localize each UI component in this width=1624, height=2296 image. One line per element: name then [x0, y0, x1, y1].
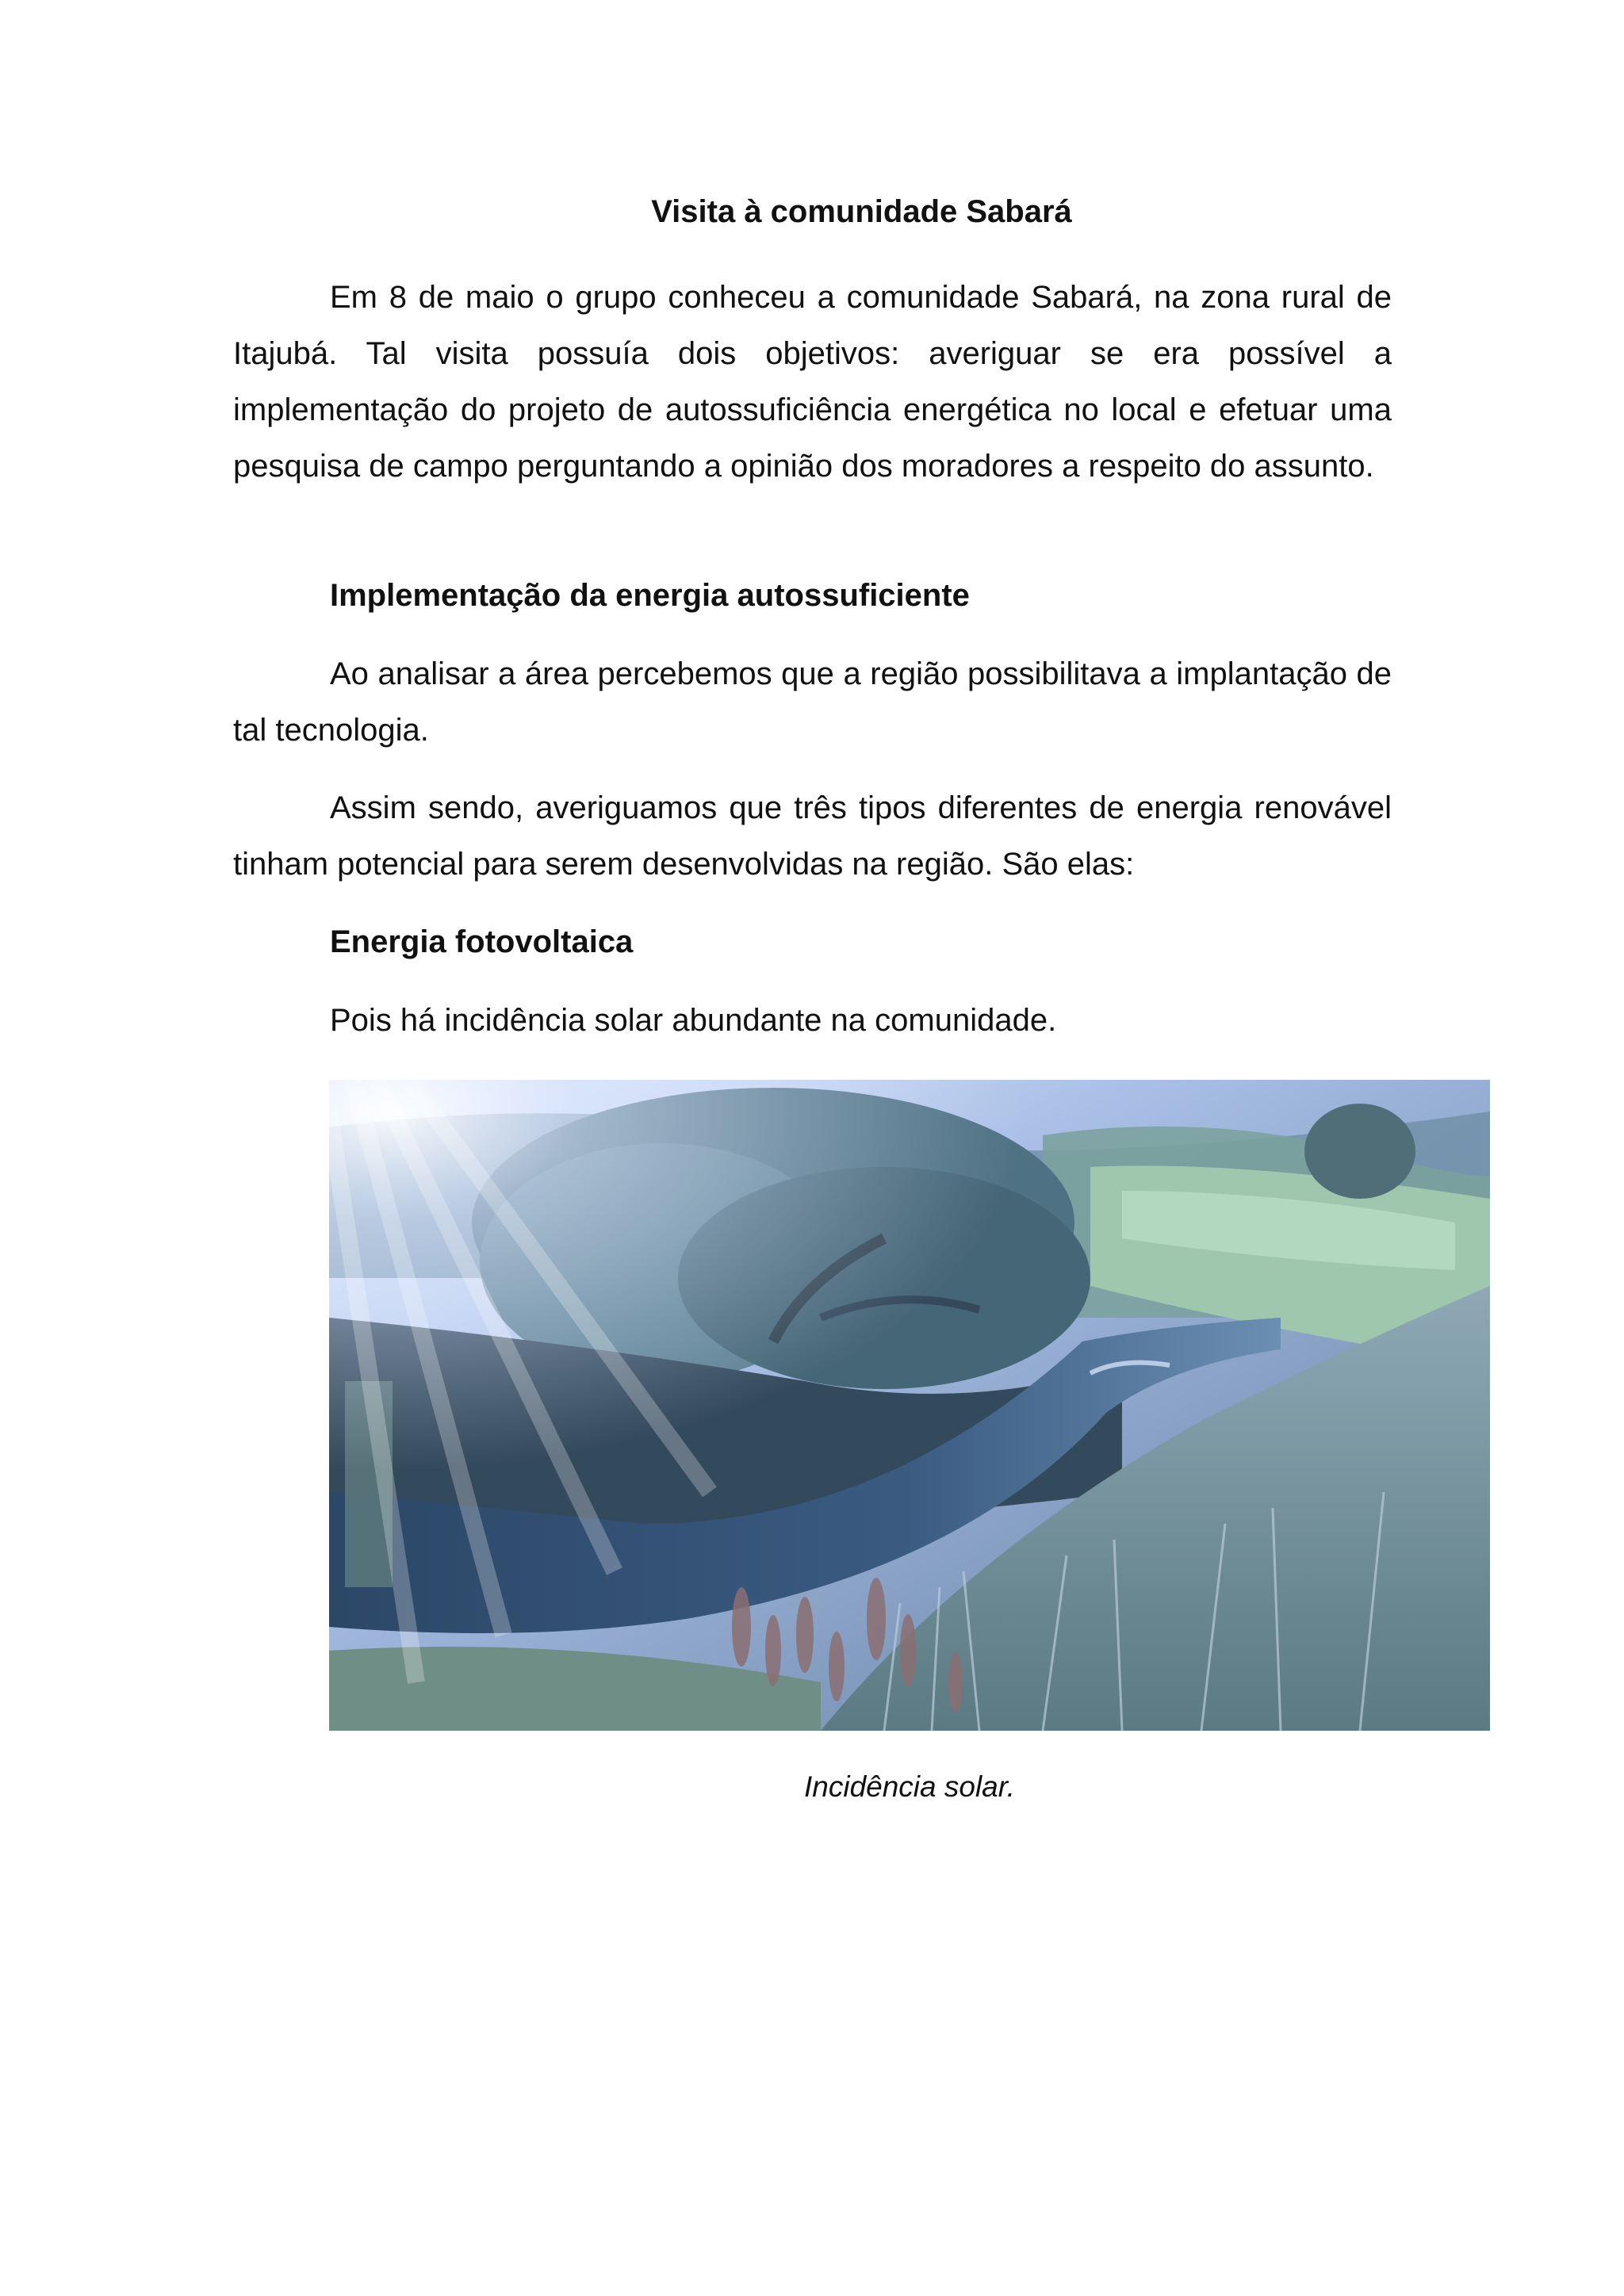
section-heading-photovoltaic: Energia fotovoltaica — [330, 924, 634, 959]
section-heading-implementation: Implementação da energia autossuficiente — [330, 578, 970, 613]
renewable-types-paragraph: Assim sendo, averiguamos que três tipos diferentes de energia renovável tinham potencial para serem desenvolvidas na região. São elas: — [233, 790, 1392, 882]
river-landscape-photo — [329, 1080, 1490, 1731]
intro-paragraph: Em 8 de maio o grupo conheceu a comunidade Sabará, na zona rural de Itajubá. Tal visita possuía dois objetivos: averiguar se era possível a implementação do projeto de autossuficiência energética no local e efetuar uma pesquisa de campo perguntando a opinião dos moradores a respeito do assunto. — [233, 280, 1392, 484]
figure-caption: Incidência solar. — [804, 1770, 1015, 1803]
solar-incidence-sentence: Pois há incidência solar abundante na comunidade. — [330, 1003, 1057, 1038]
analysis-paragraph: Ao analisar a área percebemos que a região possibilitava a implantação de tal tecnologia. — [233, 656, 1392, 748]
document-title: Visita à comunidade Sabará — [651, 194, 1072, 229]
